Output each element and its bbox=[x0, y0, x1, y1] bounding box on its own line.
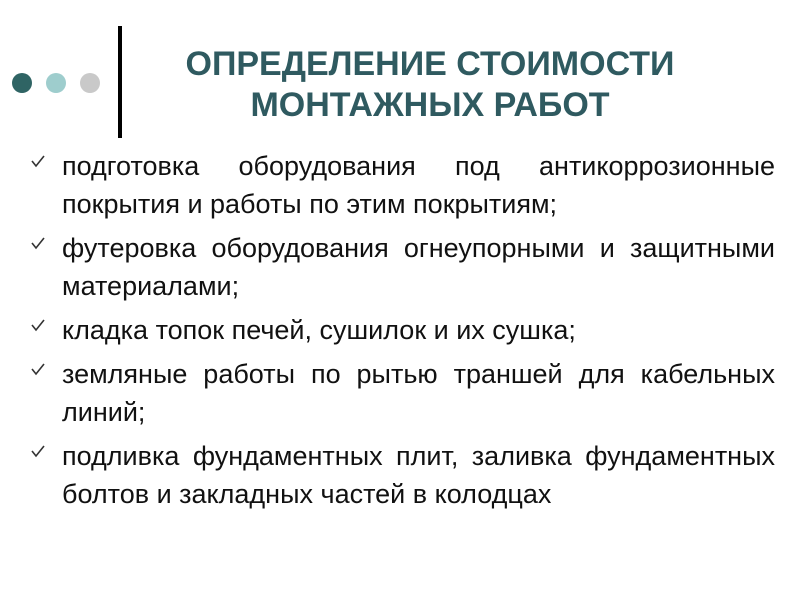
gray-dot-icon bbox=[80, 73, 100, 93]
bullet-text: футеровка оборудования огнеупорными и защитными материалами; bbox=[62, 233, 775, 301]
dark-dot-icon bbox=[12, 73, 32, 93]
bullet-list bbox=[30, 147, 775, 519]
slide-title bbox=[160, 44, 700, 126]
slide-title-line-2: МОНТАЖНЫХ РАБОТ bbox=[250, 86, 610, 124]
bullet-item bbox=[30, 147, 775, 223]
bullet-item bbox=[30, 355, 775, 431]
decorative-dots bbox=[12, 72, 100, 94]
teal-dot-icon bbox=[46, 73, 66, 93]
checkmark-icon bbox=[30, 317, 46, 333]
bullet-text: подготовка оборудования под антикоррозионные покрытия и работы по этим покрытиям; bbox=[62, 151, 775, 219]
checkmark-icon bbox=[30, 361, 46, 377]
title-divider bbox=[118, 26, 122, 138]
bullet-item bbox=[30, 437, 775, 513]
checkmark-icon bbox=[30, 443, 46, 459]
checkmark-icon bbox=[30, 235, 46, 251]
checkmark-icon bbox=[30, 153, 46, 169]
slide-title-line-1: ОПРЕДЕЛЕНИЕ СТОИМОСТИ bbox=[185, 45, 675, 83]
bullet-item bbox=[30, 311, 775, 349]
bullet-text: кладка топок печей, сушилок и их сушка; bbox=[62, 315, 576, 345]
bullet-text: земляные работы по рытью траншей для кабельных линий; bbox=[62, 359, 775, 427]
bullet-text: подливка фундаментных плит, заливка фундаментных болтов и закладных частей в колодцах bbox=[62, 441, 775, 509]
bullet-item bbox=[30, 229, 775, 305]
